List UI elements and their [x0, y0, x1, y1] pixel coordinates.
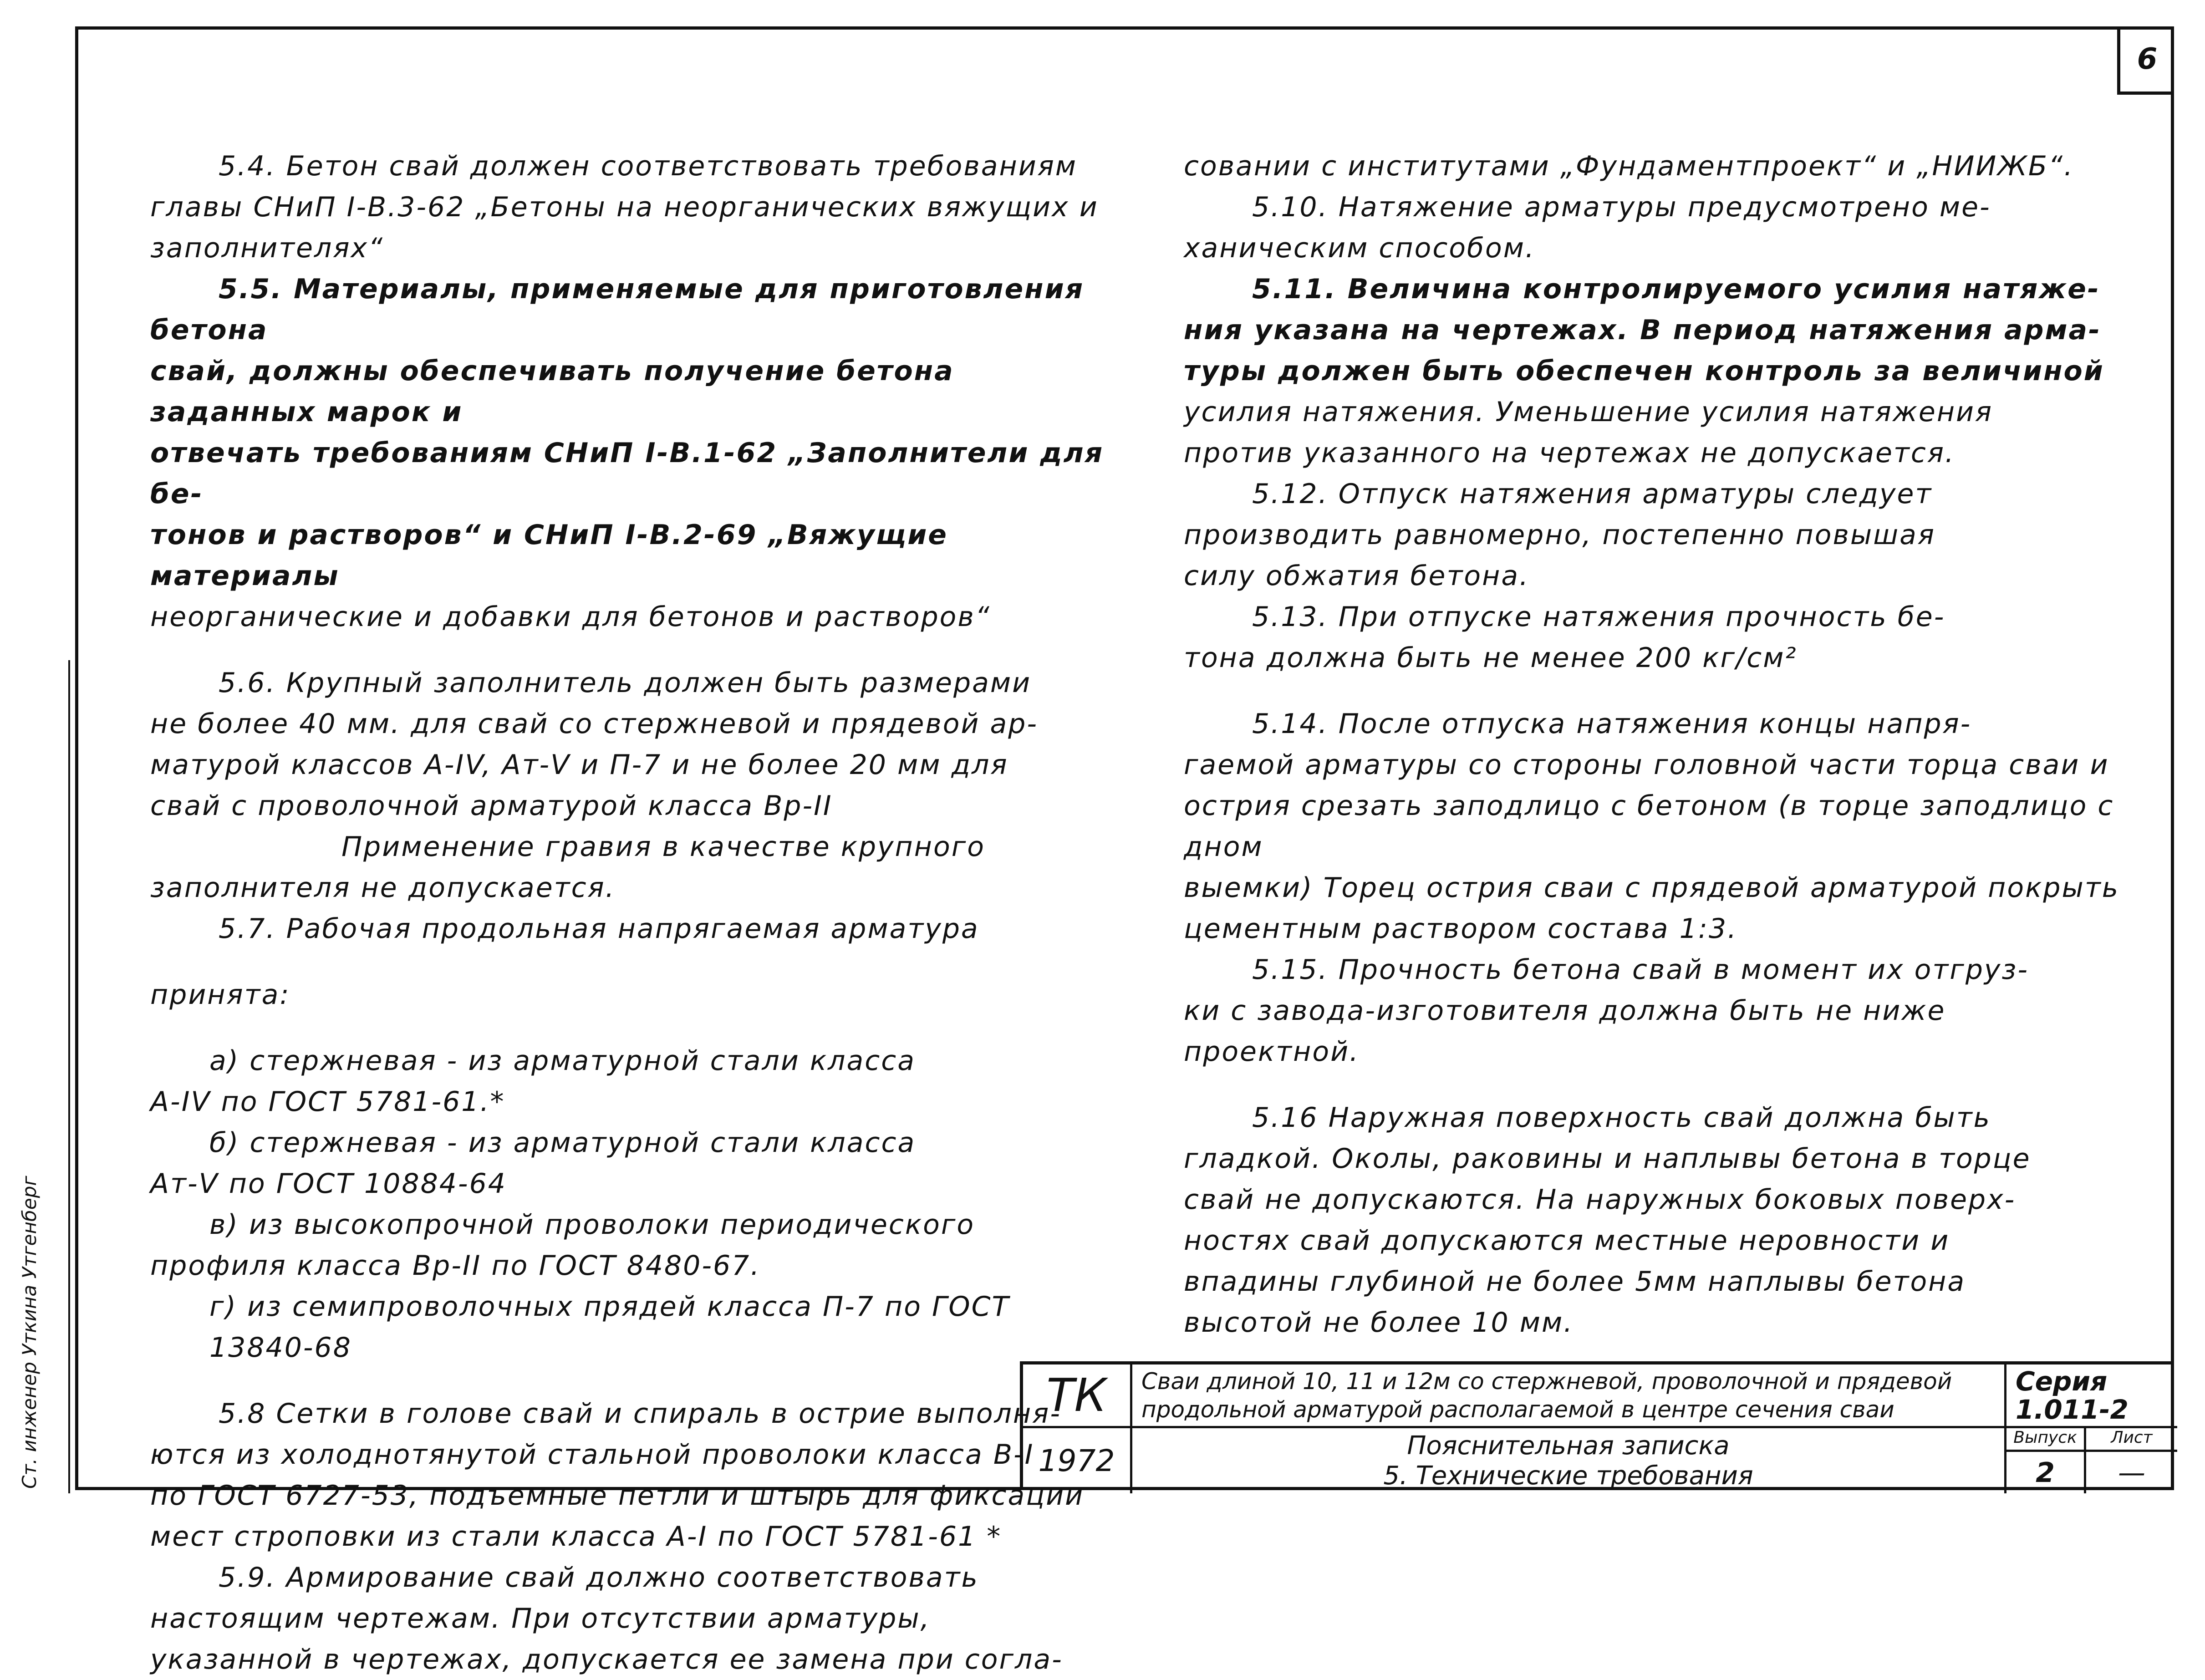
- text-line: 5.10. Натяжение арматуры предусмотрено ме-: [1252, 191, 1991, 223]
- text-line: 5.13. При отпуске натяжения прочность бе-: [1252, 601, 1945, 633]
- text-line: б) стержневая - из арматурной стали класса: [209, 1127, 916, 1159]
- text-line: а) стержневая - из арматурной стали класса: [209, 1045, 916, 1077]
- paragraph-gap: [1184, 1072, 2140, 1097]
- page-number: 6: [2117, 26, 2174, 95]
- text-line: 5.7. Рабочая продольная напрягаемая арматура: [219, 913, 979, 945]
- text-line: главы СНиП I-В.3-62 „Бетоны на неорганических вяжущих и заполнителях“: [150, 191, 1099, 264]
- text-line: свай с проволочной арматурой класса Вр-II: [150, 790, 833, 822]
- text-line: ния указана на чертежах. В период натяжения арма-: [1184, 314, 2101, 346]
- text-line: 5.16 Наружная поверхность свай должна быть: [1252, 1102, 1991, 1134]
- text-line: свай не допускаются. На наружных боковых поверх-: [1184, 1184, 2016, 1216]
- side-stamp-text: Ст. инженер Уткина Утгенберг: [18, 1176, 41, 1489]
- title-description: Сваи длиной 10, 11 и 12м со стержневой, проволочной и прядевой продольной арматурой располагаемой в центре сечения сваи: [1132, 1364, 2006, 1428]
- text-line: не более 40 мм. для свай со стержневой и прядевой ар-: [150, 708, 1039, 740]
- text-line: производить равномерно, постепенно повышая: [1184, 519, 1935, 551]
- text-line: против указанного на чертежах не допускается.: [1184, 437, 1955, 469]
- series-label: Серия: [2016, 1366, 2108, 1397]
- text-line: ются из холоднотянутой стальной проволоки класса В-I: [150, 1439, 1034, 1471]
- text-line: 5.12. Отпуск натяжения арматуры следует: [1252, 478, 1933, 510]
- paragraph-gap: [150, 1015, 1125, 1040]
- text-line: тонов и растворов“ и СНиП I-В.2-69 „Вяжущие материалы: [150, 519, 948, 592]
- sheet-label: Лист: [2086, 1428, 2177, 1452]
- text-line: отвечать требованиям СНиП I-В.1-62 „Заполнители для бе-: [150, 437, 1104, 510]
- text-line: ки с завода-изготовителя должна быть не ниже: [1184, 995, 1946, 1027]
- text-line: указанной в чертежах, допускается ее замена при согла-: [150, 1644, 1063, 1675]
- text-line: 5.4. Бетон свай должен соответствовать требованиям: [219, 150, 1078, 182]
- doc-title-line-2: 5. Технические требования: [1383, 1461, 1753, 1491]
- text-line: настоящим чертежам. При отсутствии арматуры,: [150, 1603, 931, 1634]
- text-line: ханическим способом.: [1184, 232, 1536, 264]
- text-line: высотой не более 10 мм.: [1184, 1307, 1574, 1339]
- text-line: 5.5. Материалы, применяемые для приготовления бетона: [150, 273, 1085, 346]
- paragraph-gap: [1184, 678, 2140, 703]
- text-line: г) из семипроволочных прядей класса П-7 по ГОСТ 13840-68: [209, 1291, 1010, 1364]
- text-line: профиля класса Вр-II по ГОСТ 8480-67.: [150, 1250, 761, 1282]
- text-line: острия срезать заподлицо с бетоном (в торце заподлицо с дном: [1184, 790, 2114, 863]
- title-org: ТК: [1023, 1364, 1132, 1428]
- text-line: А-IV по ГОСТ 5781-61.*: [150, 1086, 505, 1118]
- title-year: 1972: [1023, 1428, 1132, 1493]
- text-line: мест строповки из стали класса А-I по ГОСТ 5781-61 *: [150, 1521, 1002, 1553]
- text-line: 5.11. Величина контролируемого усилия натяже-: [1252, 273, 2100, 305]
- text-line: туры должен быть обеспечен контроль за величиной: [1184, 355, 2104, 387]
- left-text-column: [150, 146, 1125, 1680]
- text-line: 5.14. После отпуска натяжения концы напря-: [1252, 708, 1972, 740]
- text-line: усилия натяжения. Уменьшение усилия натяжения: [1184, 396, 1993, 428]
- right-text-column: [1184, 146, 2140, 1343]
- title-series: [2006, 1364, 2177, 1428]
- text-line: совании с институтами „Фундаментпроект“ и „НИИЖБ“.: [1184, 150, 2074, 182]
- text-line: Ат-V по ГОСТ 10884-64: [150, 1168, 507, 1200]
- text-line: гаемой арматуры со стороны головной части торца сваи и: [1184, 749, 2109, 781]
- text-line: ностях свай допускаются местные неровности и: [1184, 1225, 1950, 1257]
- text-line: гладкой. Околы, раковины и наплывы бетона в торце: [1184, 1143, 2031, 1175]
- text-line: впадины глубиной не более 5мм наплывы бетона: [1184, 1266, 1966, 1298]
- issue-value: 2: [2006, 1452, 2086, 1493]
- sheet-value: —: [2118, 1456, 2145, 1489]
- text-line: тона должна быть не менее 200 кг/см²: [1184, 642, 1798, 674]
- text-line: неорганические и добавки для бетонов и растворов“: [150, 601, 991, 633]
- paragraph-gap: [150, 1368, 1125, 1393]
- text-line: 5.8 Сетки в голове свай и спираль в острие выполня-: [219, 1398, 1061, 1430]
- text-line: в) из высокопрочной проволоки периодического: [209, 1209, 975, 1241]
- text-line: 5.9. Армирование свай должно соответствовать: [219, 1562, 979, 1593]
- side-approval-stamp: [14, 660, 70, 1493]
- title-block: [1020, 1361, 2174, 1490]
- text-line: Применение гравия в качестве крупного: [341, 831, 985, 863]
- text-line: 5.15. Прочность бетона свай в момент их отгруз-: [1252, 954, 2029, 986]
- series-value: 1.011-2: [2016, 1394, 2129, 1425]
- text-line: проектной.: [1184, 1036, 1360, 1068]
- text-line: по ГОСТ 6727-53, подъемные петли и штырь для фиксации: [150, 1480, 1085, 1512]
- doc-title-line-1: Пояснительная записка: [1407, 1431, 1730, 1461]
- text-line: заполнителя не допускается.: [150, 872, 616, 904]
- title-document: [1132, 1428, 2006, 1493]
- text-line: матурой классов А-IV, Ат-V и П-7 и не более 20 мм для: [150, 749, 1008, 781]
- text-line: принята:: [150, 979, 290, 1011]
- text-line: силу обжатия бетона.: [1184, 560, 1530, 592]
- paragraph-gap: [150, 949, 1125, 974]
- text-line: свай, должны обеспечивать получение бетона заданных марок и: [150, 355, 954, 428]
- text-line: 5.6. Крупный заполнитель должен быть размерами: [219, 667, 1032, 699]
- paragraph-gap: [150, 637, 1125, 662]
- issue-label: Выпуск: [2006, 1428, 2086, 1452]
- text-line: выемки) Торец острия сваи с прядевой арматурой покрыть: [1184, 872, 2120, 904]
- text-line: цементным раствором состава 1:3.: [1184, 913, 1738, 945]
